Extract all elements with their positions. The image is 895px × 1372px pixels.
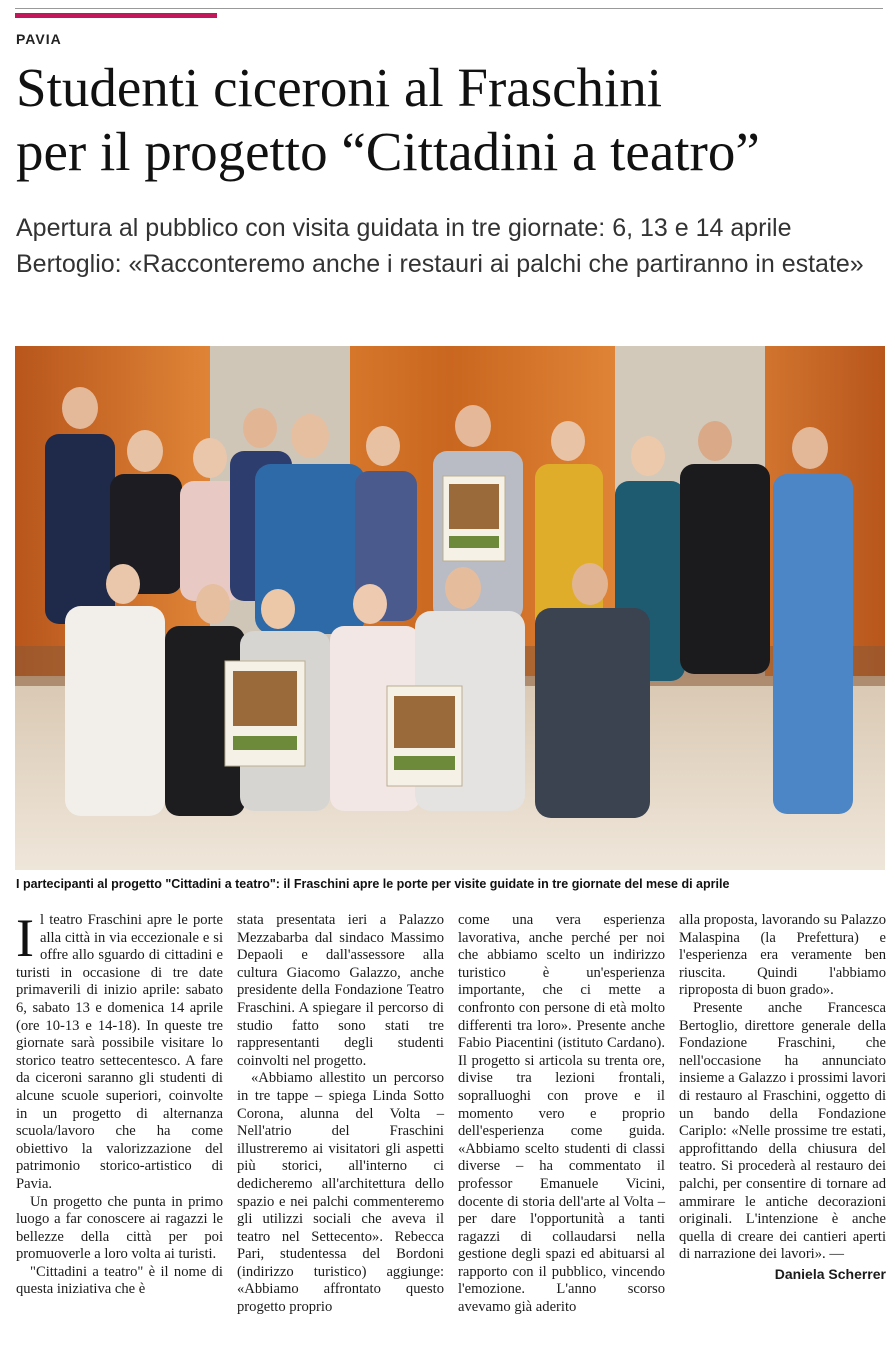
group-photo — [15, 346, 885, 870]
article-body — [16, 908, 886, 1362]
article-column-1 — [16, 908, 223, 1362]
subhead-line-1: Apertura al pubblico con visita guidata in tre giornate: 6, 13 e 14 aprile — [16, 214, 792, 242]
group-photo-illustration — [15, 346, 885, 870]
headline-line-1: Studenti ciceroni al Fraschini — [16, 57, 663, 118]
article-column-3 — [458, 912, 665, 1362]
article-paragraph — [16, 908, 223, 1194]
article-paragraph: alla proposta, lavorando su Palazzo Malaspina (la Prefettura) e l'esperienza era veramente ben riuscita. Quindi l'abbiamo riproposta di buon grado». — [679, 912, 886, 999]
top-rule — [15, 8, 883, 9]
article-column-4 — [679, 912, 886, 1362]
article-paragraph: «Abbiamo allestito un percorso in tre tappe – spiega Linda Sotto Corona, alunna del Volta – Nell'atrio del Fraschini illustreremo ai visitatori gli aspetti più storici, all'interno ci dedicheremo all'architettura dello spazio e nei palchi commenteremo gli utilizzi sociali che aveva il teatro nel Settecento». Rebecca Pari, studentessa del Bordoni (indirizzo turistico) aggiunge: «Abbiamo affrontato questo progetto proprio — [237, 1070, 444, 1316]
section-accent-bar — [15, 13, 217, 18]
byline: Daniela Scherrer — [774, 1265, 886, 1282]
article-paragraph: "Cittadini a teatro" è il nome di questa iniziativa che è — [16, 1263, 223, 1298]
article-column-2 — [237, 912, 444, 1362]
subhead-line-2: Bertoglio: «Racconteremo anche i restauri ai palchi che partiranno in estate» — [16, 250, 864, 278]
headline-line-2: per il progetto “Cittadini a teatro” — [16, 121, 760, 182]
photo-caption: I partecipanti al progetto "Cittadini a teatro": il Fraschini apre le porte per visite guidate in tre giornate del mese di aprile — [16, 877, 730, 891]
article-paragraph: Presente anche Francesca Bertoglio, direttore generale della Fondazione Fraschini, che nell'occasione ha annunciato insieme a Galazzo i prossimi lavori di restauro al Fraschini, oggetto di un bando della Fondazione Cariplo: «Nelle prossime tre estati, approfittando della chiusura del teatro. Si procederà al restauro dei palchi, per consentire di tornare ad ammirare le antiche decorazioni originali. L'intenzione è anche quella di creare dei cantieri aperti di narrazione dei lavori». — — [679, 999, 886, 1263]
headline — [16, 56, 886, 184]
article-paragraph: Un progetto che punta in primo luogo a far conoscere ai ragazzi le bellezze della città per poi promuoverle a loro volta ai turisti. — [16, 1193, 223, 1263]
drop-cap: I — [16, 908, 34, 968]
subheadline — [16, 210, 886, 282]
article-paragraph: stata presentata ieri a Palazzo Mezzabarba dal sindaco Massimo Depaoli e dall'assessore alla cultura Giacomo Galazzo, anche presidente della Fondazione Teatro Fraschini. A spiegare il percorso di studio fatto sono stati tre rappresentanti degli studenti coinvolti nel progetto. — [237, 912, 444, 1069]
section-label: PAVIA — [16, 31, 62, 47]
paragraph-text: l teatro Fraschini apre le porte alla città in via eccezionale e si offre allo sguardo di cittadini e turisti in occasione di tre date primaverili di inizio aprile: sabato 6, sabato 13 e domenica 14 aprile (ore 10-13 e 14-18). In queste tre giornate sarà possibile visitare lo storico teatro settecentesco. A fare da ciceroni saranno gli studenti di alcune scuole superiori, coinvolte in un progetto di alternanza scuola/lavoro che ha come obiettivo la valorizzazione del patrimonio storico-artistico di Pavia. — [16, 912, 223, 1192]
article-paragraph: come una vera esperienza lavorativa, anche perché per noi che abbiamo scelto un indirizzo turistico è un'esperienza importante, che ci mette a confronto con persone di età molto differenti tra loro». Presente anche Fabio Piacentini (istituto Cardano). Il progetto si articola su trenta ore, divise tra lezioni frontali, sopralluoghi con prove e il momento vero e proprio dell'esperienza come guida. «Abbiamo scelto studenti di classi diverse – ha commentato il professor Emanuele Vicini, docente di storia dell'arte al Volta – per dare l'opportunità a tanti ragazzi di collaudarsi nella gestione degli spazi ed abituarsi al rapporto con il pubblico, vincendo l'emozione. L'anno scorso avevamo già aderito — [458, 912, 665, 1316]
